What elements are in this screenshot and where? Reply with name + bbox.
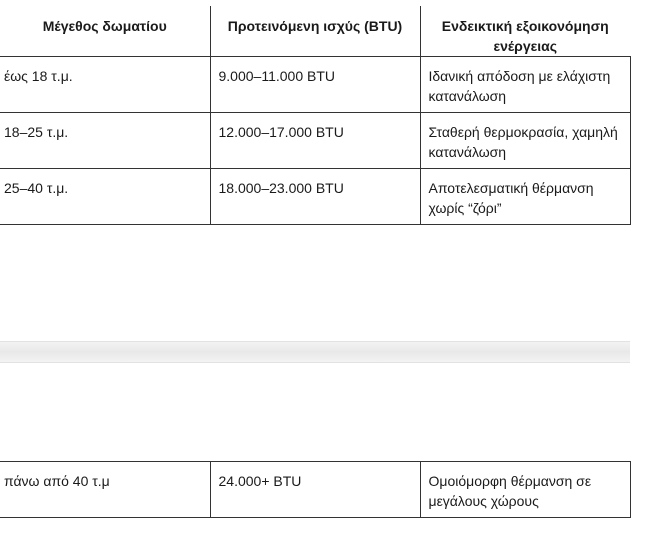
header-energy-saving: Ενδεικτική εξοικονόμηση ενέργειας bbox=[420, 6, 630, 57]
cell-energy-saving: Σταθερή θερμοκρασία, χαμηλή κατανάλωση bbox=[420, 113, 630, 169]
table-row bbox=[0, 57, 630, 113]
cell-btu: 9.000–11.000 BTU bbox=[210, 57, 420, 113]
cell-btu: 12.000–17.000 BTU bbox=[210, 113, 420, 169]
btu-table bbox=[0, 6, 631, 225]
table-row bbox=[0, 113, 630, 169]
btu-table-continued bbox=[0, 461, 631, 518]
cell-room-size: 18–25 τ.μ. bbox=[0, 113, 210, 169]
page-break-band bbox=[0, 341, 630, 363]
table-header-row bbox=[0, 6, 630, 57]
cell-energy-saving: Ομοιόμορφη θέρμανση σε μεγάλους χώρους bbox=[420, 462, 630, 518]
cell-room-size: έως 18 τ.μ. bbox=[0, 57, 210, 113]
header-room-size: Μέγεθος δωματίου bbox=[42, 18, 167, 34]
cell-room-size: πάνω από 40 τ.μ bbox=[0, 462, 210, 518]
table-row bbox=[0, 169, 630, 225]
cell-energy-saving: Αποτελεσματική θέρμανση χωρίς “ζόρι” bbox=[420, 169, 630, 225]
header-btu: Προτεινόμενη ισχύς (BTU) bbox=[210, 6, 420, 57]
cell-btu: 18.000–23.000 BTU bbox=[210, 169, 420, 225]
cell-btu: 24.000+ BTU bbox=[210, 462, 420, 518]
table-row bbox=[0, 462, 630, 518]
cell-energy-saving: Ιδανική απόδοση με ελάχιστη κατανάλωση bbox=[420, 57, 630, 113]
cell-room-size: 25–40 τ.μ. bbox=[0, 169, 210, 225]
